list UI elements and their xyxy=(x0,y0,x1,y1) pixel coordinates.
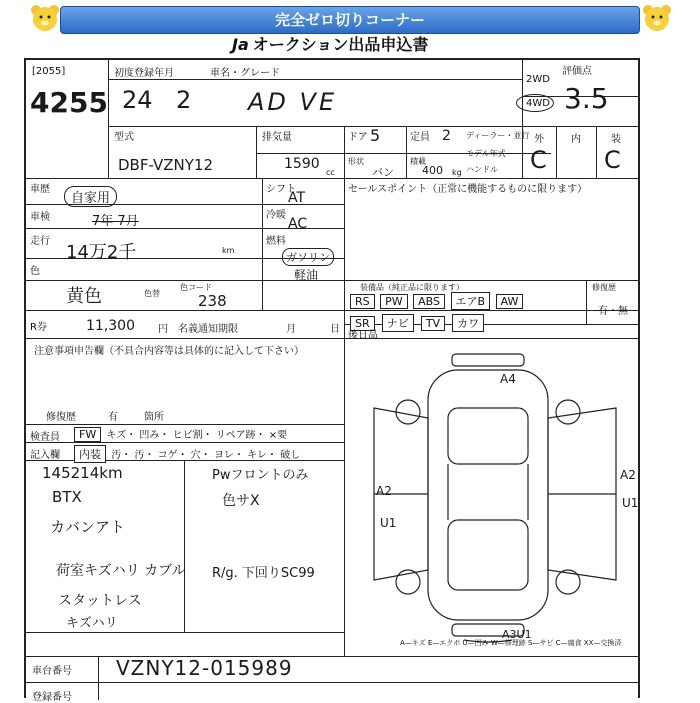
ja-logo: Ja xyxy=(232,35,249,54)
lot-code: [2055] xyxy=(32,66,66,77)
banner-title: 完全ゼロ切りコーナー xyxy=(60,6,640,34)
damage-legend: A—キズ E—エクボ U—凹み W—修理跡 S—サビ C—腐食 XX—交換済 xyxy=(400,639,622,647)
record-label: 記入欄 xyxy=(30,450,60,461)
note-bag-mark: カバンアト xyxy=(50,518,126,536)
interior-label: 内 xyxy=(571,134,581,145)
bear-mascot-icon-left xyxy=(28,4,62,34)
equip-rs: RS xyxy=(350,294,375,309)
fuel-value: ガソリン xyxy=(282,248,334,266)
check-crack: ヒビ割 xyxy=(172,430,203,441)
fuel-value-2: 軽油 xyxy=(294,268,319,282)
damage-u1-right: U1 xyxy=(622,496,639,510)
yen-unit: 円 xyxy=(158,324,168,335)
capacity-value: 2 xyxy=(442,128,451,144)
damage-u1-left: U1 xyxy=(380,516,397,530)
recycle-value: 11,300 xyxy=(86,318,135,334)
month-unit: 月 xyxy=(286,324,296,335)
day-unit: 日 xyxy=(330,324,340,335)
repair-spot: 箇所 xyxy=(144,412,164,423)
fuel-label: 燃料 xyxy=(266,236,286,247)
color-class-label: 車歴 xyxy=(30,184,50,195)
first-reg-month: 2 xyxy=(176,86,192,114)
damage-a2-left: A2 xyxy=(376,484,392,498)
note-scratch: キズハリ xyxy=(66,616,118,631)
displacement-value: 1590 xyxy=(284,156,320,172)
color-no-label: 色替 xyxy=(144,289,160,298)
check-needed: ×要 xyxy=(268,430,288,441)
repair-yes: 有 xyxy=(108,412,118,423)
color-code-label: 色コード xyxy=(180,283,212,292)
equip-pw: PW xyxy=(380,294,408,309)
check-interior: 内装 xyxy=(74,445,106,463)
check-fw: FW xyxy=(74,427,101,442)
damage-a2-right: A2 xyxy=(620,468,636,482)
check-cut: キレ xyxy=(247,450,268,461)
outer-inner-label: 装 xyxy=(611,134,621,145)
check-wrinkle: ヨレ xyxy=(213,450,234,461)
shape-value: バン xyxy=(372,166,394,179)
auction-sheet xyxy=(24,58,640,703)
inspector-label: 検査員 xyxy=(30,432,60,443)
car-name-value: AD VE xyxy=(248,88,338,116)
model-year-label: モデル年式 xyxy=(466,149,506,158)
int-grade-value: C xyxy=(604,146,621,174)
four-wd-label: 4WD xyxy=(526,98,550,109)
reg-no-label: 登録番号 xyxy=(32,692,72,703)
cooling-label: 冷暖 xyxy=(266,210,286,221)
check-dirt: 汚 xyxy=(111,450,122,461)
doors-label: ドア xyxy=(348,132,368,143)
repair-hist-label: 修復歴 xyxy=(592,283,616,292)
first-reg-label: 初度登録年月 xyxy=(114,68,174,79)
car-diagram xyxy=(352,350,638,650)
two-wd-label: 2WD xyxy=(526,74,550,85)
kg-unit: kg xyxy=(452,168,462,177)
check-burn: コゲ xyxy=(157,450,178,461)
check-row-2: 内装 汚・ 汚・ コゲ・ 穴・ ヨレ・ キレ・ 破し xyxy=(74,445,300,463)
check-scratch: キズ xyxy=(106,430,127,441)
doors-value: 5 xyxy=(370,126,381,145)
capacity-label: 定員 xyxy=(410,132,430,143)
sales-point-label: セールスポイント（正常に機能するものに限ります） xyxy=(348,184,588,195)
note-mileage: 145214km xyxy=(42,464,123,482)
load-value: 400 xyxy=(422,164,443,177)
repair-yes-no: 有・無 xyxy=(598,306,628,317)
equip-abs: ABS xyxy=(413,294,445,309)
color-code-value: 238 xyxy=(198,292,227,310)
color-history-value: 自家用 xyxy=(64,186,117,207)
handle-label: ハンドル xyxy=(466,165,498,174)
tax-label: 名義通知期限 xyxy=(178,324,238,335)
note-under: R/g. 下回りSC99 xyxy=(212,566,315,581)
note-studless: スタットレス xyxy=(58,593,142,609)
check-repair: リペア跡 xyxy=(215,430,256,441)
equipment-label: 装備品（純正品に限ります） xyxy=(360,283,464,292)
km-unit: km xyxy=(222,246,235,255)
shift-value: AT xyxy=(288,190,306,206)
color-label: 色 xyxy=(30,266,40,277)
model-label: 型式 xyxy=(114,132,134,143)
car-name-label: 車名・グレード xyxy=(210,68,280,79)
equip-sr: SR xyxy=(350,316,375,331)
cc-unit: cc xyxy=(326,168,335,177)
mileage-label: 走行 xyxy=(30,236,50,247)
note-btx: BTX xyxy=(52,488,82,506)
color-value: 黄色 xyxy=(66,286,102,307)
first-reg-year: 24 xyxy=(122,86,153,114)
check-stain: 汚 xyxy=(134,450,145,461)
bear-mascot-icon-right xyxy=(640,4,674,34)
shift-label: シフト xyxy=(266,184,296,195)
check-dent: 凹み xyxy=(139,430,160,441)
equip-leather: カワ xyxy=(452,314,484,332)
dealer-label: ディーラー・並行 xyxy=(466,131,530,140)
equipment-chips xyxy=(350,292,586,310)
damage-a4: A4 xyxy=(500,372,516,386)
form-title: オークション出品申込書 xyxy=(252,35,429,54)
check-hole: 穴 xyxy=(190,450,201,461)
equip-tv: TV xyxy=(421,316,445,331)
repair-label: 修復歴 xyxy=(46,412,76,423)
damage-a3u1: A3U1 xyxy=(502,628,532,641)
form-header xyxy=(232,32,428,55)
equip-nav: ナビ xyxy=(382,314,414,332)
shape-label: 形状 xyxy=(348,157,364,166)
model-value: DBF-VZNY12 xyxy=(118,156,214,174)
back-seat-label: 後日品 xyxy=(348,330,378,341)
note-cargo: 荷室キズハリ カブル xyxy=(56,563,186,579)
note-pw-front: Pwフロントのみ xyxy=(212,468,309,483)
grade-eval-label: 評価点 xyxy=(562,66,592,77)
equip-airbag: エアB xyxy=(451,292,491,310)
four-wd-circle xyxy=(516,94,554,112)
inspection-label: 車検 xyxy=(30,212,50,223)
inspection-value: 7年 7月 xyxy=(92,214,139,229)
check-tear: 破し xyxy=(280,450,301,461)
equip-aw: AW xyxy=(496,294,524,309)
grade-value: 3.5 xyxy=(564,82,609,115)
check-row-1: FW キズ・ 凹み・ ヒビ割・ リペア跡・ ×要 xyxy=(74,426,287,442)
lot-number: 4255 xyxy=(30,86,108,119)
ext-grade-value: C xyxy=(530,146,547,174)
note-color: 色サX xyxy=(222,493,260,509)
cooling-value: AC xyxy=(288,216,308,232)
exterior-label: 外 xyxy=(534,134,544,145)
recycle-label: R券 xyxy=(30,322,47,333)
equipment-chips-2 xyxy=(350,312,586,332)
notes-label: 注意事項申告欄（不具合内容等は具体的に記入して下さい） xyxy=(34,346,304,357)
frame-no-label: 車台番号 xyxy=(32,666,72,677)
load-label: 積載 xyxy=(410,157,426,166)
frame-no-value: VZNY12-015989 xyxy=(116,656,293,680)
displacement-label: 排気量 xyxy=(262,132,292,143)
mileage-value: 14万2千 xyxy=(66,242,137,263)
